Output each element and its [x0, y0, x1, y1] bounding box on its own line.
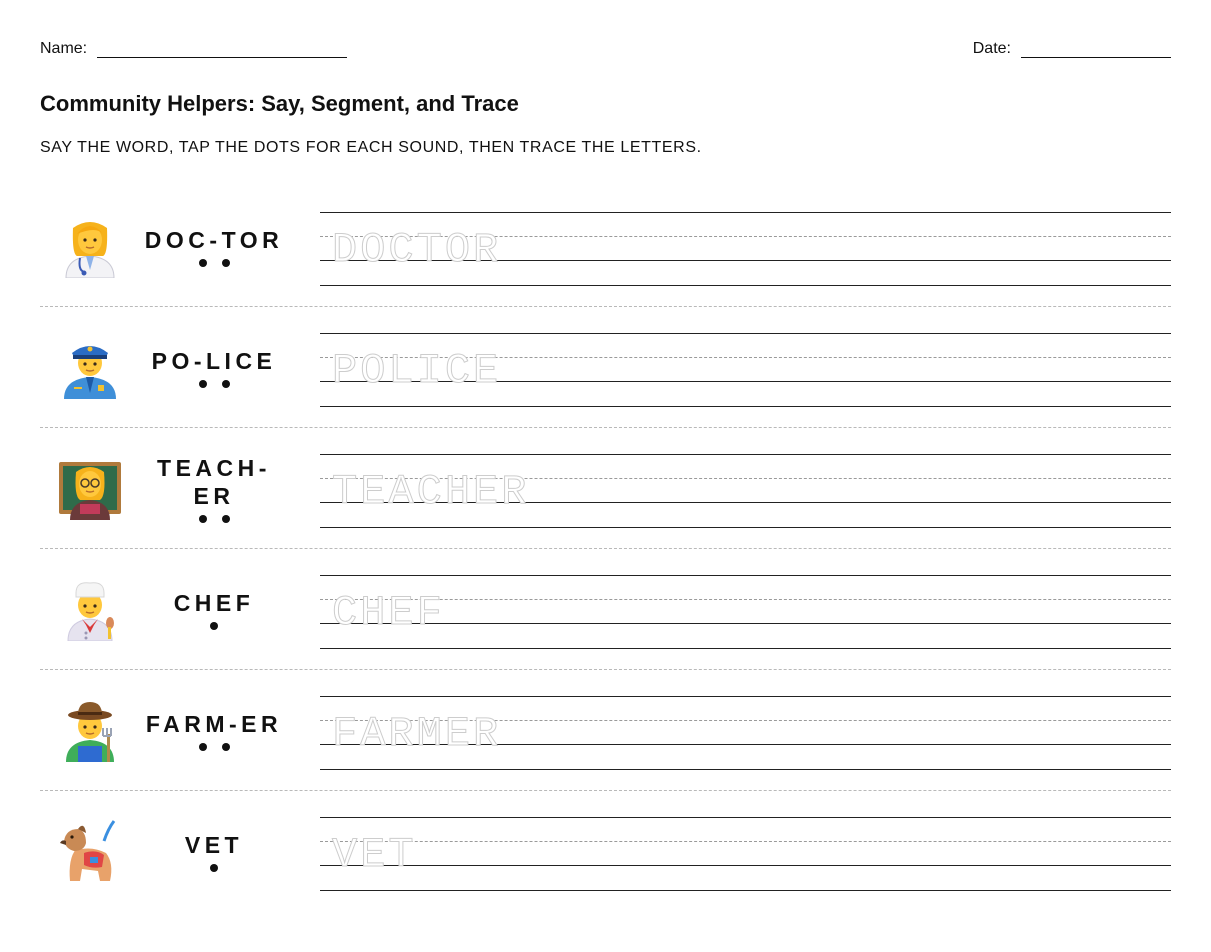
- baseline: [320, 623, 1171, 624]
- worksheet-header: [40, 40, 1171, 60]
- sound-dots: [140, 622, 288, 630]
- word-row-police: [40, 307, 1171, 428]
- date-label: Date:: [972, 40, 1011, 57]
- worksheet-title: Community Helpers: Say, Segment, and Trace: [40, 91, 519, 116]
- sound-dot[interactable]: [199, 259, 207, 267]
- name-field: [40, 40, 347, 58]
- top-line: [320, 696, 1171, 697]
- descender-line: [320, 769, 1171, 770]
- segmented-word: DOC-TOR: [144, 227, 284, 253]
- sound-dots: [140, 380, 288, 388]
- baseline: [320, 865, 1171, 866]
- word-rows: [40, 186, 1171, 911]
- trace-word: DOCTOR: [332, 226, 502, 274]
- sound-dots: [140, 743, 288, 751]
- sound-dot[interactable]: [199, 380, 207, 388]
- word-row-teacher: [40, 428, 1171, 549]
- handwriting-lines[interactable]: [320, 817, 1171, 891]
- sound-dot[interactable]: [199, 743, 207, 751]
- trace-word: FARMER: [332, 710, 502, 758]
- doctor-icon: [58, 214, 122, 278]
- word-row-chef: [40, 549, 1171, 670]
- top-line: [320, 575, 1171, 576]
- handwriting-lines[interactable]: [320, 333, 1171, 407]
- sound-dot[interactable]: [222, 515, 230, 523]
- word-row-farmer: [40, 670, 1171, 791]
- date-field: [973, 40, 1171, 58]
- trace-word: POLICE: [332, 347, 502, 395]
- top-line: [320, 212, 1171, 213]
- segmented-word: TEACH-ER: [157, 455, 271, 509]
- sound-dot[interactable]: [199, 515, 207, 523]
- sound-dots: [140, 864, 288, 872]
- sound-dot[interactable]: [222, 380, 230, 388]
- sound-dots: [140, 259, 288, 267]
- segmented-word: FARM-ER: [145, 711, 283, 737]
- descender-line: [320, 285, 1171, 286]
- service-dog-icon: [58, 819, 122, 883]
- name-label: Name:: [40, 40, 88, 57]
- segmented-word: PO-LICE: [151, 348, 277, 374]
- handwriting-lines[interactable]: [320, 575, 1171, 649]
- midline: [320, 599, 1171, 600]
- farmer-icon: [58, 698, 122, 762]
- segmented-word: CHEF: [173, 590, 255, 616]
- descender-line: [320, 406, 1171, 407]
- trace-word: VET: [332, 831, 417, 879]
- chef-icon: [58, 577, 122, 641]
- handwriting-lines[interactable]: [320, 696, 1171, 770]
- police-officer-icon: [58, 335, 122, 399]
- segmented-word: VET: [184, 832, 244, 858]
- sound-dot[interactable]: [222, 743, 230, 751]
- descender-line: [320, 648, 1171, 649]
- sound-dot[interactable]: [210, 864, 218, 872]
- name-blank-line[interactable]: [97, 41, 347, 58]
- descender-line: [320, 527, 1171, 528]
- date-blank-line[interactable]: [1021, 41, 1171, 58]
- teacher-icon: [58, 456, 122, 520]
- sound-dot[interactable]: [222, 259, 230, 267]
- sound-dots: [140, 515, 288, 523]
- sound-dot[interactable]: [210, 622, 218, 630]
- top-line: [320, 454, 1171, 455]
- trace-word: CHEF: [332, 589, 445, 637]
- trace-word: TEACHER: [332, 468, 530, 516]
- word-row-doctor: [40, 186, 1171, 307]
- top-line: [320, 333, 1171, 334]
- midline: [320, 841, 1171, 842]
- handwriting-lines[interactable]: [320, 454, 1171, 528]
- descender-line: [320, 890, 1171, 891]
- word-row-vet: [40, 791, 1171, 911]
- handwriting-lines[interactable]: [320, 212, 1171, 286]
- worksheet-instructions: SAY THE WORD, TAP THE DOTS FOR EACH SOUND, THEN TRACE THE LETTERS.: [40, 139, 702, 156]
- top-line: [320, 817, 1171, 818]
